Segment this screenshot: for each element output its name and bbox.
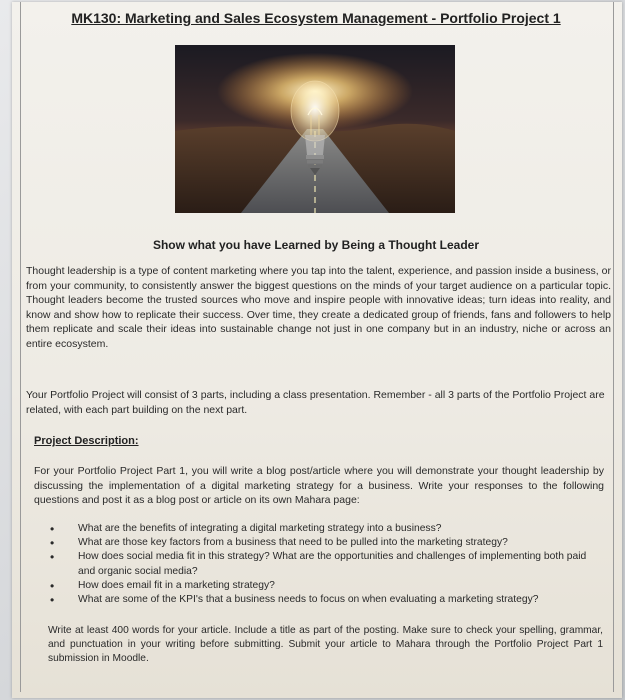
- list-item: • What are those key factors from a business that need to be pulled into the marketing strategy?: [50, 536, 605, 550]
- document-title: MK130: Marketing and Sales Ecosystem Management - Portfolio Project 1: [71, 10, 561, 26]
- list-item: • What are the benefits of integrating a digital marketing strategy into a business?: [50, 522, 605, 536]
- list-item: • What are some of the KPI's that a business needs to focus on when evaluating a marketing strategy?: [50, 593, 605, 607]
- document-page: [12, 2, 622, 698]
- question-list: [50, 522, 605, 607]
- section-subtitle: Show what you have Learned by Being a Thought Leader: [152, 238, 480, 252]
- submission-paragraph: Write at least 400 words for your article. Include a title as part of the posting. Make sure to check your spelling, grammar, and punctuation in your writing before submitting. Submit your article to Mahara through the Portfolio Project Part 1 submission in Moodle.: [48, 625, 603, 665]
- project-paragraph: For your Portfolio Project Part 1, you will write a blog post/article where you will demonstrate your thought leadership by discussing the implementation of a digital marketing strategy for a business. Write your responses to the following questions and post it as a blog post or article on its own Mahara page:: [34, 465, 604, 507]
- list-item: • How does social media fit in this strategy? What are the opportunities and challenges of implementing both paid and organic social media?: [50, 550, 605, 578]
- project-description-heading: Project Description:: [34, 435, 139, 447]
- portfolio-paragraph: Your Portfolio Project will consist of 3 parts, including a class presentation. Remember - all 3 parts of the Portfolio Project are related, with each part building on the next part.: [26, 389, 605, 416]
- intro-paragraph: Thought leadership is a type of content marketing where you tap into the talent, experience, and passion inside a business, or from your community, to consistently answer the biggest questions on the minds of your target audience on a particular topic. Thought leaders become the trusted sources who move and inspire people with innovative ideas; turn ideas into reality, and know and show how to replicate their success. Over time, they create a dedicated group of friends, fans and followers to help them replicate and scale their ideas into sustainable change not just in one company but in an industry, niche or across an entire ecosystem.: [26, 265, 611, 350]
- list-item: • How does email fit in a marketing strategy?: [50, 579, 605, 593]
- lightbulb-on-road-icon: [175, 45, 455, 213]
